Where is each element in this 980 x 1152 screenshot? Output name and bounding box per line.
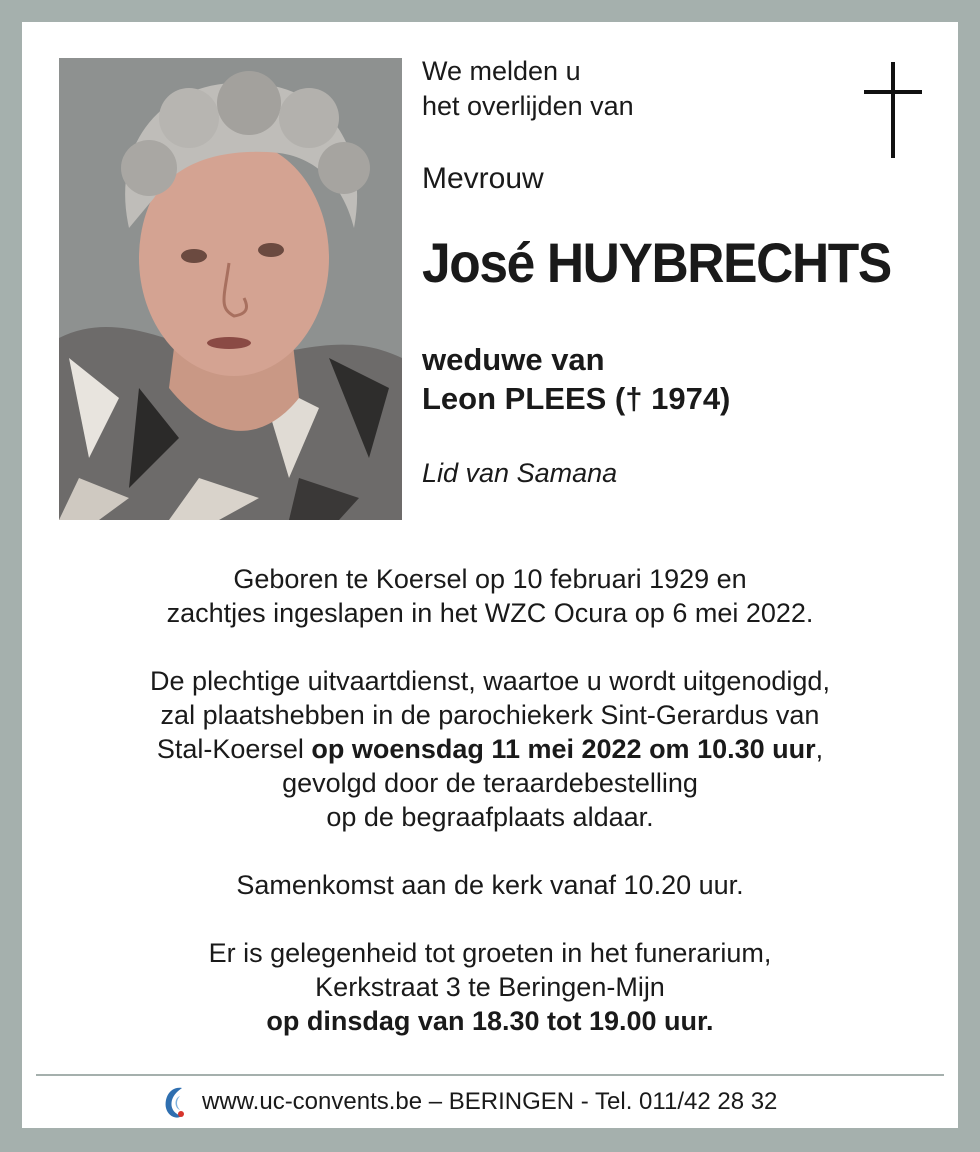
gathering-paragraph — [22, 868, 958, 902]
visit-line-1: Er is gelegenheid tot groeten in het funerarium, — [208, 938, 772, 968]
gathering-line: Samenkomst aan de kerk vanaf 10.20 uur. — [236, 870, 744, 900]
portrait-photo — [59, 58, 402, 520]
birth-paragraph — [22, 562, 958, 630]
service-line-3-suffix: , — [815, 734, 824, 764]
spouse-line-1: weduwe van — [422, 342, 605, 377]
footer — [162, 1082, 777, 1122]
portrait-illustration — [59, 58, 402, 520]
funeral-home-logo-icon — [162, 1084, 188, 1120]
spouse-line-2: Leon PLEES († 1974) — [422, 381, 731, 416]
service-datetime: op woensdag 11 mei 2022 om 10.30 uur — [311, 734, 816, 764]
visit-paragraph — [22, 936, 958, 1038]
footer-contact: www.uc-convents.be – BERINGEN - Tel. 011/42 28 32 — [202, 1088, 778, 1115]
footer-divider — [36, 1074, 944, 1076]
birth-line-1: Geboren te Koersel op 10 februari 1929 en — [233, 564, 747, 594]
announcement-intro — [422, 54, 634, 124]
service-line-4: gevolgd door de teraardebestelling — [282, 768, 698, 798]
service-paragraph — [22, 664, 958, 834]
visit-line-3: op dinsdag van 18.30 tot 19.00 uur. — [266, 1006, 714, 1036]
cross-icon — [864, 62, 922, 158]
spouse-info — [422, 340, 730, 418]
service-line-3-prefix: Stal-Koersel — [156, 734, 312, 764]
deceased-name: José HUYBRECHTS — [422, 231, 891, 294]
notice-body — [22, 562, 958, 1038]
visit-line-2: Kerkstraat 3 te Beringen-Mijn — [315, 972, 665, 1002]
birth-line-2: zachtjes ingeslapen in het WZC Ocura op 6 mei 2022. — [166, 598, 814, 628]
membership: Lid van Samana — [422, 458, 618, 488]
service-line-1: De plechtige uitvaartdienst, waartoe u wordt uitgenodigd, — [150, 666, 830, 696]
intro-line-2: het overlijden van — [422, 91, 634, 121]
death-notice-card — [22, 22, 958, 1128]
intro-line-1: We melden u — [422, 56, 581, 86]
service-line-5: op de begraafplaats aldaar. — [326, 802, 654, 832]
salutation: Mevrouw — [422, 162, 544, 195]
service-line-2: zal plaatshebben in de parochiekerk Sint-Gerardus van — [160, 700, 820, 730]
